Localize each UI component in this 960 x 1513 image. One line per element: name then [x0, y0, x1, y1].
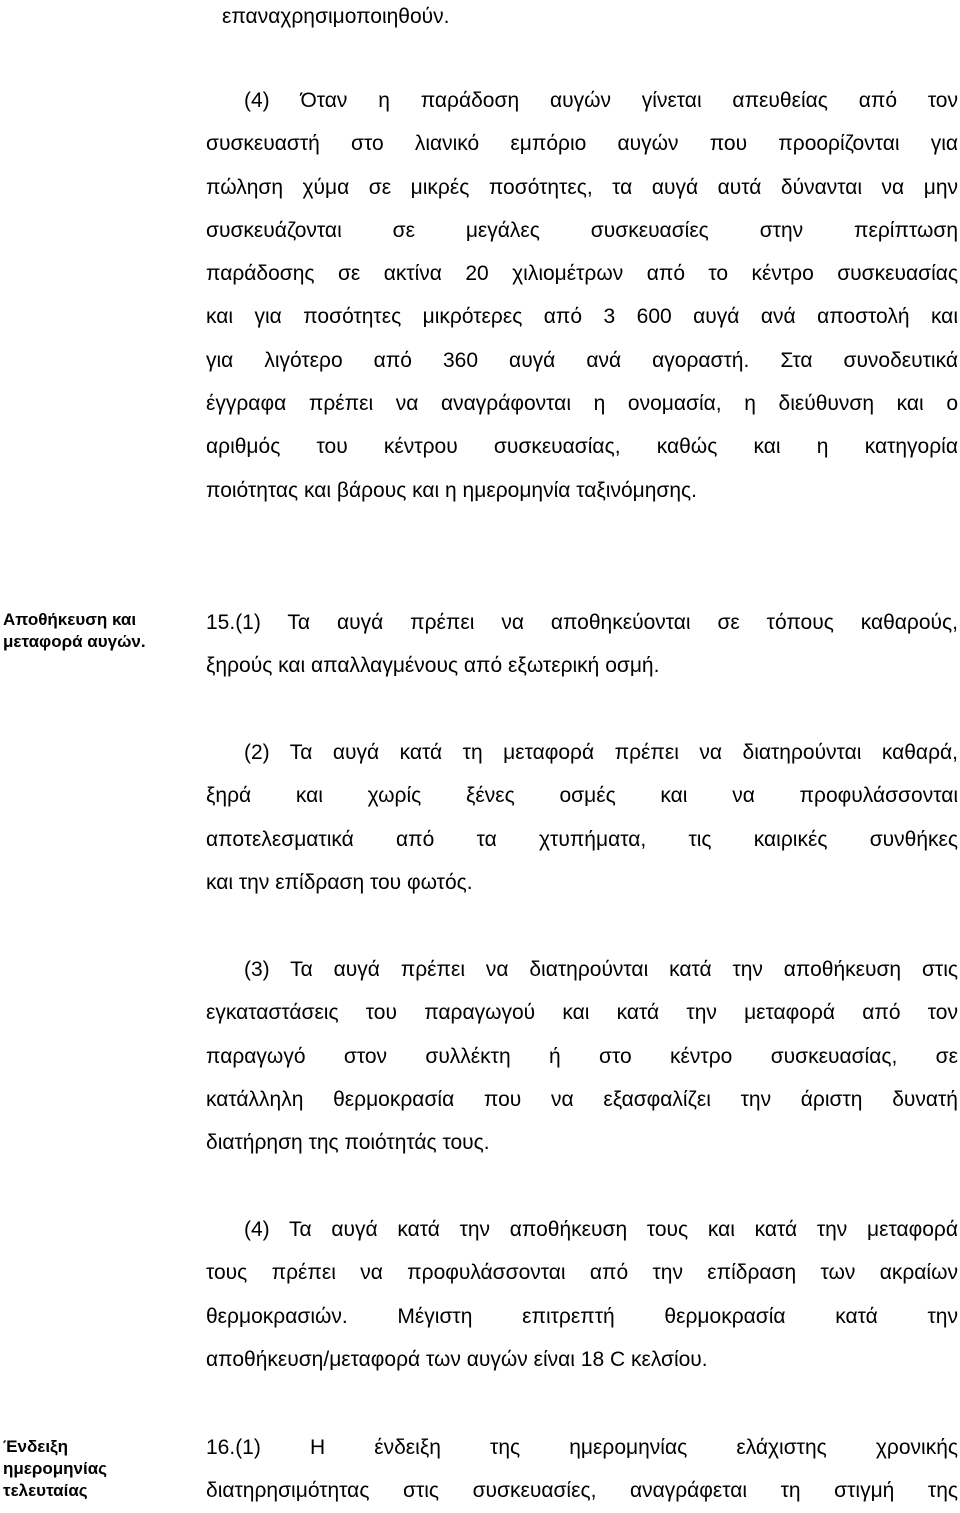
sidenote-line: τελευταίας — [3, 1481, 88, 1500]
paragraph-16-1 — [206, 1426, 958, 1513]
text-line: συσκευαστή στο λιανικό εμπόριο αυγών που προορίζονται για — [206, 132, 958, 156]
text-line: έγγραφα πρέπει να αναγράφονται η ονομασία, η διεύθυνση και ο — [206, 392, 958, 416]
sidenote-line: μεταφορά αυγών. — [3, 632, 146, 651]
text-line: παραγωγό στον συλλέκτη ή στο κέντρο συσκευασίας, σε — [206, 1044, 958, 1068]
paragraph-15-1 — [206, 601, 958, 688]
text-line: αποθήκευση/μεταφορά των αυγών είναι 18 C κελσίου. — [206, 1347, 708, 1371]
text-line: για λιγότερο από 360 αυγά ανά αγοραστή. Στα συνοδευτικά — [206, 348, 958, 372]
text-line: διατηρησιμότητας στις συσκευασίες, αναγράφεται τη στιγμή της — [206, 1479, 958, 1503]
paragraph-15-4 — [206, 1208, 958, 1381]
text-line: (2) Τα αυγά κατά τη μεταφορά πρέπει να διατηρούνται καθαρά, — [244, 741, 958, 764]
sidenote-line: Αποθήκευση και — [3, 610, 137, 629]
text-line: ποιότητας και βάρους και η ημερομηνία ταξινόμησης. — [206, 478, 697, 502]
text-line: και την επίδραση του φωτός. — [206, 870, 473, 894]
text-line: επαναχρησιμοποιηθούν. — [222, 5, 450, 28]
text-line: (4) Όταν η παράδοση αυγών γίνεται απευθείας από τον — [244, 89, 958, 112]
text-line: θερμοκρασιών. Μέγιστη επιτρεπτή θερμοκρασία κατά την — [206, 1304, 958, 1328]
text-line: 15.(1) Τα αυγά πρέπει να αποθηκεύονται σε τόπους καθαρούς, — [206, 611, 958, 634]
text-line: διατήρηση της ποιότητάς τους. — [206, 1131, 490, 1155]
text-line: παράδοσης σε ακτίνα 20 χιλιομέτρων από το κέντρο συσκευασίας — [206, 262, 958, 286]
sidenote-line: Ένδειξη — [3, 1437, 69, 1456]
text-line: ξηρούς και απαλλαγμένους από εξωτερική οσμή. — [206, 654, 660, 678]
text-line: και για ποσότητες μικρότερες από 3 600 αυγά ανά αποστολή και — [206, 305, 958, 329]
text-line: (4) Τα αυγά κατά την αποθήκευση τους και κατά την μεταφορά — [244, 1218, 958, 1241]
text-line: τους πρέπει να προφυλάσσονται από την επίδραση των ακραίων — [206, 1261, 958, 1285]
text-line: 16.(1) Η ένδειξη της ημερομηνίας ελάχιστης χρονικής — [206, 1436, 958, 1459]
text-line: πώληση χύμα σε μικρές ποσότητες, τα αυγά αυτά δύνανται να μην — [206, 175, 958, 199]
sidenote-date-indication — [3, 1436, 193, 1502]
text-line: κατάλληλη θερμοκρασία που να εξασφαλίζει την άριστη δυνατή — [206, 1087, 958, 1111]
sidenote-storage-transport — [3, 609, 193, 653]
top-fragment-text — [222, 0, 960, 38]
text-line: συσκευάζονται σε μεγάλες συσκευασίες στην περίπτωση — [206, 218, 958, 242]
text-line: αποτελεσματικά από τα χτυπήματα, τις καιρικές συνθήκες — [206, 827, 958, 851]
paragraph-15-3 — [206, 948, 958, 1164]
text-line: εγκαταστάσεις του παραγωγού και κατά την μεταφορά από τον — [206, 1001, 958, 1025]
text-line: (3) Τα αυγά πρέπει να διατηρούνται κατά την αποθήκευση στις — [244, 958, 958, 981]
text-line: αριθμός του κέντρου συσκευασίας, καθώς και η κατηγορία — [206, 435, 958, 459]
paragraph-4-delivery — [206, 79, 958, 512]
sidenote-line: ημερομηνίας — [3, 1459, 108, 1478]
paragraph-15-2 — [206, 731, 958, 904]
text-line: ξηρά και χωρίς ξένες οσμές και να προφυλάσσονται — [206, 784, 958, 808]
